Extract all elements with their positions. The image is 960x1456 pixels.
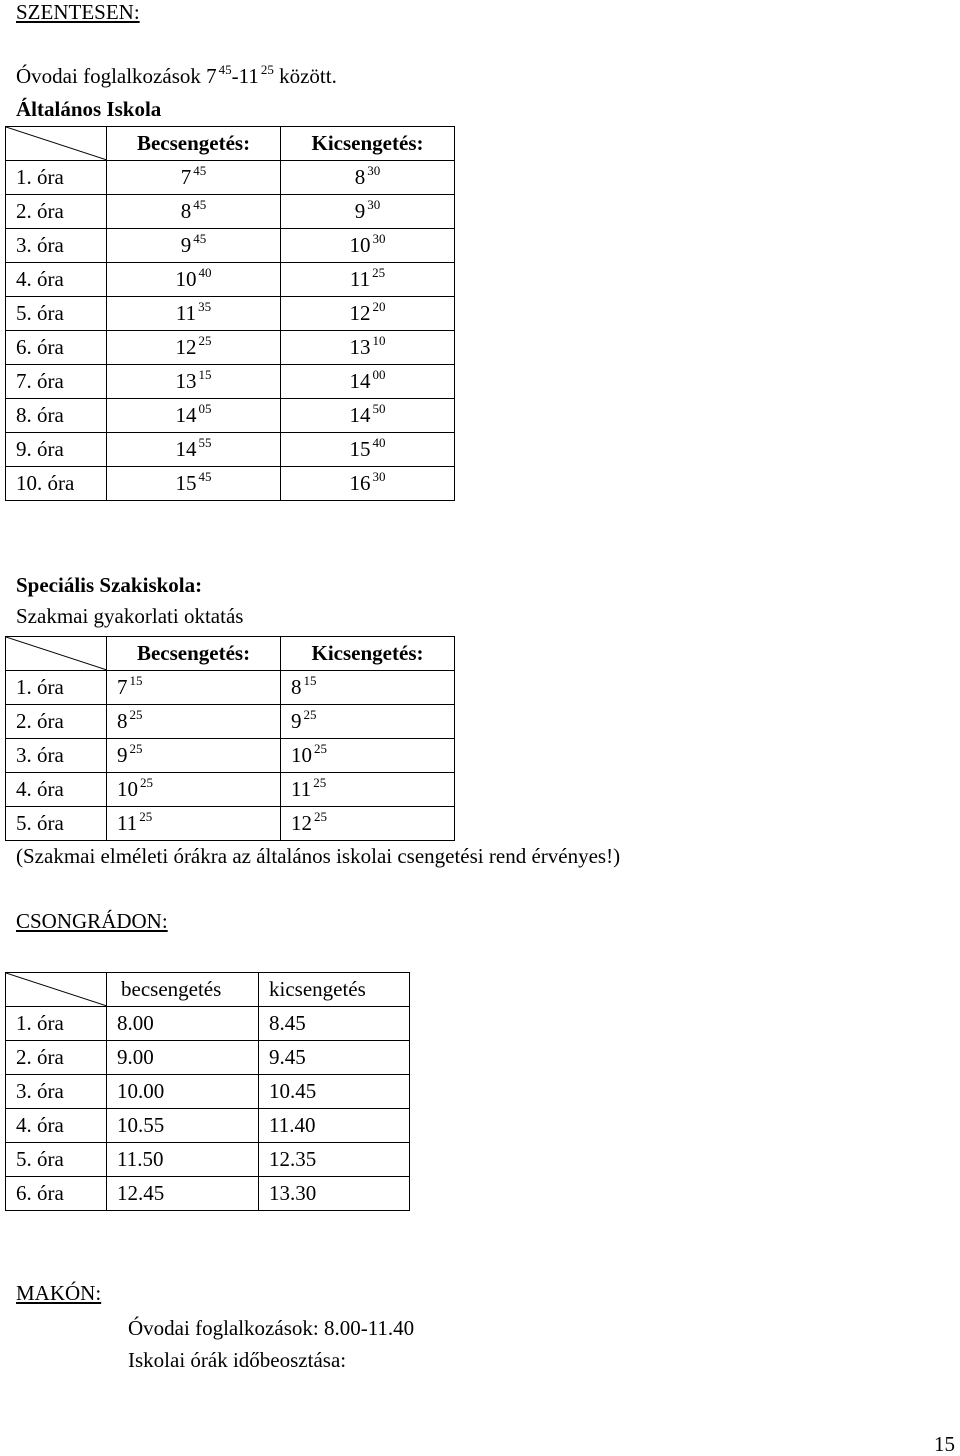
start-minutes: 45 — [198, 469, 212, 484]
specialis-schedule-table — [5, 636, 455, 841]
end-minutes: 25 — [314, 809, 327, 824]
period-label: 7. óra — [6, 365, 107, 399]
end-time-cell: 11.40 — [259, 1109, 410, 1143]
end-minutes: 20 — [372, 299, 386, 314]
start-hour: 8 — [180, 199, 192, 223]
start-minutes: 25 — [129, 741, 143, 756]
table-row — [6, 161, 455, 195]
period-label: 2. óra — [6, 195, 107, 229]
period-label: 3. óra — [6, 229, 107, 263]
start-minutes: 35 — [198, 299, 212, 314]
diagonal-corner-cell — [6, 127, 107, 161]
specialis-szakiskola-title: Speciális Szakiskola: — [16, 573, 203, 597]
start-minutes: 45 — [193, 197, 207, 212]
period-label: 4. óra — [6, 263, 107, 297]
table-row — [6, 195, 455, 229]
period-label: 10. óra — [6, 467, 107, 501]
column-header-end: Kicsengetés: — [281, 637, 455, 671]
end-hour: 12 — [291, 811, 312, 835]
ovoda-end-minutes: 25 — [260, 62, 274, 77]
column-header-start: Becsengetés: — [107, 127, 281, 161]
start-hour: 7 — [117, 675, 128, 699]
start-time-cell — [107, 229, 281, 263]
start-minutes: 25 — [140, 775, 153, 790]
period-label: 5. óra — [6, 297, 107, 331]
end-minutes: 30 — [372, 231, 386, 246]
end-time-cell — [281, 671, 455, 705]
start-hour: 11 — [117, 811, 138, 835]
start-hour: 9 — [117, 743, 128, 767]
start-hour: 14 — [175, 437, 197, 461]
end-time-cell: 9.45 — [259, 1041, 410, 1075]
start-minutes: 25 — [129, 707, 143, 722]
end-hour: 8 — [354, 165, 366, 189]
section-title-makon: MAKÓN: — [16, 1281, 102, 1305]
start-hour: 10 — [117, 777, 138, 801]
ovoda-suffix: között. — [273, 64, 337, 88]
start-minutes: 45 — [193, 231, 207, 246]
table-row — [6, 773, 455, 807]
start-time-cell — [107, 671, 281, 705]
table-header-row — [6, 127, 455, 161]
start-minutes: 45 — [193, 163, 207, 178]
end-minutes: 30 — [367, 197, 381, 212]
start-time-cell — [107, 433, 281, 467]
period-label: 2. óra — [6, 705, 107, 739]
start-time-cell — [107, 331, 281, 365]
start-time-cell — [107, 773, 281, 807]
table-row — [6, 1007, 410, 1041]
mako-school-schedule-label: Iskolai órák időbeosztása: — [128, 1348, 347, 1372]
period-label: 3. óra — [6, 1075, 107, 1109]
start-time-cell — [107, 263, 281, 297]
start-time-cell: 12.45 — [107, 1177, 259, 1211]
end-time-cell — [281, 467, 455, 501]
table-row — [6, 1143, 410, 1177]
end-hour: 9 — [291, 709, 302, 733]
end-minutes: 10 — [372, 333, 386, 348]
section-title-csongradon: CSONGRÁDON: — [16, 909, 168, 933]
table-row — [6, 1109, 410, 1143]
end-time-cell — [281, 705, 455, 739]
end-time-cell — [281, 297, 455, 331]
section-title-szentesen: SZENTESEN: — [16, 0, 140, 24]
end-hour: 14 — [349, 403, 371, 427]
end-hour: 10 — [291, 743, 312, 767]
end-minutes: 25 — [314, 741, 327, 756]
period-label: 9. óra — [6, 433, 107, 467]
table-row — [6, 1041, 410, 1075]
diagonal-line-icon — [6, 637, 107, 670]
end-time-cell: 8.45 — [259, 1007, 410, 1041]
end-time-cell — [281, 161, 455, 195]
start-minutes: 05 — [198, 401, 212, 416]
table-row — [6, 467, 455, 501]
start-hour: 12 — [175, 335, 197, 359]
ovoda-start-minutes: 45 — [218, 62, 232, 77]
start-minutes: 25 — [139, 809, 153, 824]
end-hour: 15 — [349, 437, 371, 461]
period-label: 6. óra — [6, 1177, 107, 1211]
table-row — [6, 229, 455, 263]
specialis-note: (Szakmai elméleti órákra az általános iskolai csengetési rend érvényes!) — [16, 844, 621, 868]
end-hour: 9 — [354, 199, 366, 223]
start-hour: 15 — [175, 471, 197, 495]
end-hour: 14 — [349, 369, 371, 393]
table-row — [6, 365, 455, 399]
end-minutes: 30 — [372, 469, 386, 484]
period-label: 2. óra — [6, 1041, 107, 1075]
start-hour: 7 — [180, 165, 192, 189]
period-label: 1. óra — [6, 1007, 107, 1041]
csongrad-schedule-table — [5, 972, 410, 1211]
column-header-start: becsengetés — [107, 973, 259, 1007]
start-time-cell — [107, 705, 281, 739]
start-hour: 13 — [175, 369, 197, 393]
period-label: 8. óra — [6, 399, 107, 433]
start-time-cell: 9.00 — [107, 1041, 259, 1075]
end-minutes: 30 — [367, 163, 381, 178]
period-label: 3. óra — [6, 739, 107, 773]
ovoda-mid: -11 — [231, 64, 259, 88]
start-hour: 14 — [175, 403, 197, 427]
start-time-cell — [107, 807, 281, 841]
period-label: 1. óra — [6, 671, 107, 705]
end-minutes: 25 — [303, 707, 317, 722]
end-minutes: 25 — [313, 775, 327, 790]
end-time-cell — [281, 229, 455, 263]
end-time-cell — [281, 195, 455, 229]
column-header-end: kicsengetés — [259, 973, 410, 1007]
table-row — [6, 807, 455, 841]
period-label: 4. óra — [6, 773, 107, 807]
start-time-cell: 10.00 — [107, 1075, 259, 1109]
start-time-cell: 10.55 — [107, 1109, 259, 1143]
table-header-row — [6, 973, 410, 1007]
start-minutes: 55 — [198, 435, 212, 450]
table-row — [6, 297, 455, 331]
start-time-cell: 8.00 — [107, 1007, 259, 1041]
start-hour: 8 — [117, 709, 128, 733]
period-label: 1. óra — [6, 161, 107, 195]
end-time-cell: 13.30 — [259, 1177, 410, 1211]
end-hour: 10 — [349, 233, 371, 257]
start-time-cell — [107, 297, 281, 331]
end-time-cell — [281, 433, 455, 467]
table-row — [6, 433, 455, 467]
start-hour: 9 — [180, 233, 192, 257]
start-time-cell — [107, 739, 281, 773]
period-label: 5. óra — [6, 1143, 107, 1177]
diagonal-corner-cell — [6, 637, 107, 671]
table-row — [6, 1075, 410, 1109]
end-time-cell: 12.35 — [259, 1143, 410, 1177]
end-hour: 16 — [349, 471, 371, 495]
end-time-cell — [281, 773, 455, 807]
end-minutes: 50 — [372, 401, 386, 416]
start-time-cell — [107, 365, 281, 399]
start-hour: 10 — [175, 267, 197, 291]
start-time-cell — [107, 467, 281, 501]
end-time-cell — [281, 807, 455, 841]
end-time-cell — [281, 263, 455, 297]
end-minutes: 40 — [372, 435, 386, 450]
specialis-subtitle: Szakmai gyakorlati oktatás — [16, 604, 244, 628]
period-label: 6. óra — [6, 331, 107, 365]
start-minutes: 25 — [198, 333, 212, 348]
diagonal-line-icon — [6, 973, 107, 1006]
altalanos-iskola-title: Általános Iskola — [16, 97, 162, 121]
end-minutes: 15 — [303, 673, 317, 688]
end-time-cell — [281, 739, 455, 773]
diagonal-corner-cell — [6, 973, 107, 1007]
diagonal-line-icon — [6, 127, 107, 160]
end-time-cell — [281, 331, 455, 365]
ovoda-hours-szentes — [16, 62, 337, 88]
period-label: 4. óra — [6, 1109, 107, 1143]
table-row — [6, 263, 455, 297]
column-header-end: Kicsengetés: — [281, 127, 455, 161]
table-header-row — [6, 637, 455, 671]
start-time-cell — [107, 195, 281, 229]
start-minutes: 40 — [198, 265, 212, 280]
altalanos-schedule-table — [5, 126, 455, 501]
end-minutes: 25 — [372, 265, 386, 280]
end-hour: 11 — [349, 267, 371, 291]
table-row — [6, 671, 455, 705]
start-time-cell: 11.50 — [107, 1143, 259, 1177]
table-row — [6, 331, 455, 365]
end-time-cell: 10.45 — [259, 1075, 410, 1109]
end-time-cell — [281, 365, 455, 399]
page-number: 15 — [934, 1432, 955, 1456]
column-header-start: Becsengetés: — [107, 637, 281, 671]
end-hour: 12 — [349, 301, 371, 325]
end-hour: 13 — [349, 335, 371, 359]
end-time-cell — [281, 399, 455, 433]
mako-ovoda-hours: Óvodai foglalkozások: 8.00-11.40 — [128, 1316, 415, 1340]
table-row — [6, 1177, 410, 1211]
end-hour: 8 — [291, 675, 302, 699]
table-row — [6, 705, 455, 739]
ovoda-prefix: Óvodai foglalkozások 7 — [16, 64, 217, 88]
start-time-cell — [107, 161, 281, 195]
table-row — [6, 399, 455, 433]
start-hour: 11 — [175, 301, 197, 325]
start-time-cell — [107, 399, 281, 433]
end-minutes: 00 — [372, 367, 386, 382]
end-hour: 11 — [291, 777, 312, 801]
start-minutes: 15 — [129, 673, 143, 688]
table-row — [6, 739, 455, 773]
start-minutes: 15 — [198, 367, 212, 382]
period-label: 5. óra — [6, 807, 107, 841]
